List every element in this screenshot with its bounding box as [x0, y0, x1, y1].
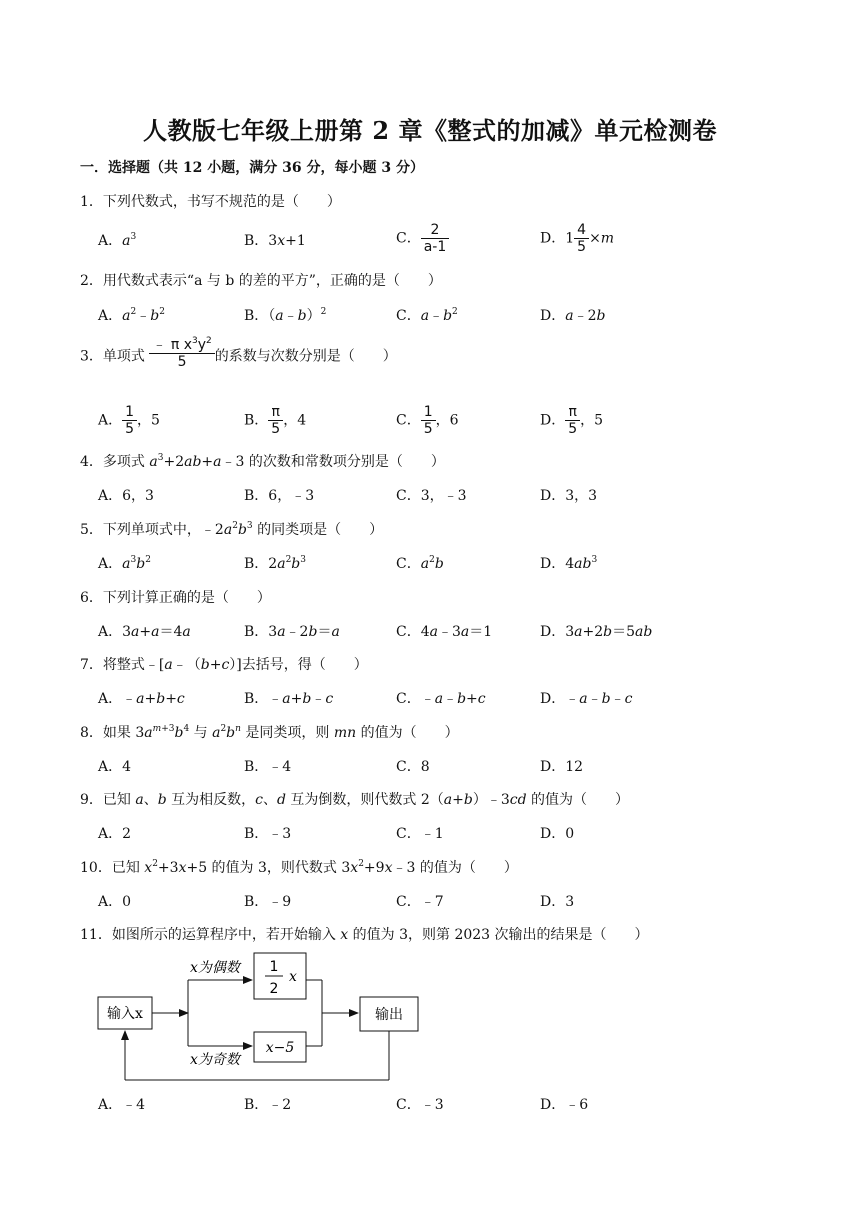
q11-option-a: A．﹣4 [98, 1097, 146, 1113]
q3-option-c: C． $\frac{1}{5}$ ，6 [396, 404, 459, 437]
q11-option-b: B．﹣2 [244, 1097, 292, 1113]
q6-option-c: C．4a﹣3a＝1 [396, 624, 493, 640]
q2-option-c: C．$a﹣b^2$ [396, 307, 458, 324]
q6-option-b: B．3a﹣2b＝a [244, 624, 340, 640]
q1-option-a: A．$a^3$ [98, 232, 137, 249]
svg-text:1: 1 [269, 959, 279, 975]
flow-output-label: 输出 [375, 1007, 403, 1023]
question-8: 8．如果 $3a^{m+3}b^4$ 与 $a^2b^n$ 是同类项，则 mn 的值为（ ） [80, 724, 459, 741]
flow-odd-label: x为奇数 [190, 1052, 240, 1068]
question-2: 2．用代数式表示“a 与 b 的差的平方”，正确的是（ ） [80, 273, 442, 289]
q7-option-c: C．﹣a﹣b+c [396, 691, 486, 707]
q3-option-d: D． $\frac{\pi}{5}$ ，5 [540, 404, 604, 437]
flowchart-diagram [94, 950, 434, 1086]
svg-text:x: x [289, 969, 297, 985]
q9-option-c: C．﹣1 [396, 826, 444, 842]
q11-option-c: C．﹣3 [396, 1097, 444, 1113]
svg-text:x−5: x−5 [265, 1040, 295, 1056]
page-title: 人教版七年级上册第 2 章《整式的加减》单元检测卷 [143, 116, 717, 145]
q7-option-b: B．﹣a+b﹣c [244, 691, 334, 707]
q10-option-c: C．﹣7 [396, 894, 444, 910]
q8-option-d: D．12 [540, 759, 584, 775]
q6-option-a: A．3a+a＝4a [98, 624, 191, 640]
question-7: 7．将整式﹣[a﹣（b+c）]去括号，得（ ） [80, 657, 368, 673]
question-11: 11．如图所示的运算程序中，若开始输入 x 的值为 3，则第 2023 次输出的结果是（ ） [80, 927, 649, 943]
q4-option-c: C．3，﹣3 [396, 488, 467, 504]
q10-option-a: A．0 [98, 894, 132, 910]
q4-option-d: D．3，3 [540, 488, 598, 504]
q8-option-a: A．4 [98, 759, 132, 775]
q11-option-d: D．﹣6 [540, 1097, 589, 1113]
q10-option-d: D．3 [540, 894, 575, 910]
q9-option-b: B．﹣3 [244, 826, 292, 842]
q5-option-b: B．$2a^2b^3$ [244, 555, 306, 572]
q9-option-d: D．0 [540, 826, 575, 842]
q7-option-d: D．﹣a﹣b﹣c [540, 691, 633, 707]
q5-option-d: D．$4ab^3$ [540, 555, 598, 572]
question-10: 10．已知 $x^2+3x+5$ 的值为 3，则代数式 $3x^2+9x﹣3$ 的值为（ ） [80, 859, 518, 876]
q6-option-d: D．3a+2b＝5ab [540, 624, 653, 640]
q3-option-a: A． $\frac{1}{5}$ ，5 [98, 404, 160, 437]
q4-option-b: B．6，﹣3 [244, 488, 315, 504]
q2-option-b: B．（a﹣b）$^2$ [244, 307, 327, 324]
q1-option-b: B．3x+1 [244, 233, 306, 249]
q1-option-d: D．1 $\frac{4}{5}$ ×m [540, 222, 615, 255]
q7-option-a: A．﹣a+b+c [98, 691, 185, 707]
q1-option-c: C． $\frac{2}{a-1}$ [396, 222, 449, 255]
q5-option-a: A．$a^3b^2$ [98, 555, 151, 572]
question-6: 6．下列计算正确的是（ ） [80, 590, 271, 606]
question-5: 5．下列单项式中，$﹣2a^2b^3$ 的同类项是（ ） [80, 521, 384, 538]
flow-even-label: x为偶数 [190, 960, 240, 976]
question-4: 4．多项式 $a^3+2ab+a﹣3$ 的次数和常数项分别是（ ） [80, 453, 445, 470]
q3-option-b: B． $\frac{\pi}{5}$ ，4 [244, 404, 307, 437]
q9-option-a: A．2 [98, 826, 132, 842]
q8-option-b: B．﹣4 [244, 759, 292, 775]
q8-option-c: C．8 [396, 759, 430, 775]
q4-option-a: A．6，3 [98, 488, 154, 504]
svg-text:2: 2 [269, 981, 279, 997]
question-3: 3．单项式 $\frac{﹣ \pi x^3y^2}{5}$ 的系数与次数分别是（ ） [80, 336, 397, 370]
flow-input-label: 输入x [107, 1006, 143, 1022]
section-heading: 一．选择题（共 12 小题，满分 36 分，每小题 3 分） [80, 160, 424, 176]
q2-option-d: D．a﹣2b [540, 308, 606, 324]
q10-option-b: B．﹣9 [244, 894, 292, 910]
q5-option-c: C．$a^2b$ [396, 555, 444, 572]
q2-option-a: A．$a^2﹣b^2$ [98, 307, 165, 324]
question-1: 1．下列代数式，书写不规范的是（ ） [80, 194, 341, 210]
question-9: 9．已知 a、b 互为相反数，c、d 互为倒数，则代数式 2（a+b）﹣3cd 的值为（ ） [80, 792, 630, 808]
